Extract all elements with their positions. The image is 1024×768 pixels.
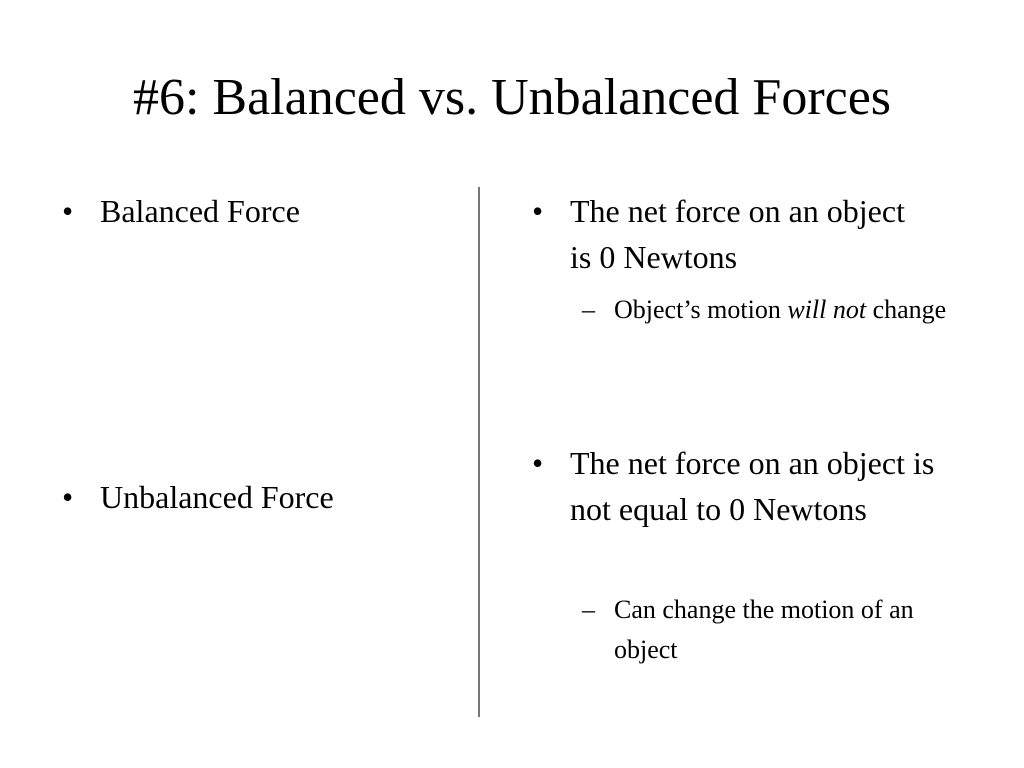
balanced-effect-emphasis: will not [787,295,867,324]
slide-title: #6: Balanced vs. Unbalanced Forces [132,69,892,126]
unbalanced-effect-text: Can change the motion of an object [614,595,914,664]
right-item-unbalanced-definition [532,440,942,532]
right-subitem-unbalanced-effect [582,590,952,670]
bullet-icon: • [532,445,544,481]
dash-icon: – [582,595,595,624]
balanced-definition-text: The net force on an object is 0 Newtons [570,193,905,275]
right-subitem-balanced-effect [582,290,972,330]
bullet-icon: • [62,479,74,515]
balanced-effect-text [582,290,972,330]
left-item-unbalanced-force [62,474,462,520]
dash-icon: – [582,295,595,324]
left-item-balanced-force [62,188,462,234]
bullet-icon: • [532,193,544,229]
unbalanced-force-label: Unbalanced Force [100,479,334,515]
balanced-effect-prefix: Object’s motion [614,295,788,324]
unbalanced-definition-text: The net force on an object is not equal to 0 Newtons [570,445,935,527]
column-divider [478,187,480,717]
balanced-effect-suffix: change [866,295,947,324]
balanced-force-label: Balanced Force [100,193,300,229]
right-item-balanced-definition [532,188,932,280]
bullet-icon: • [62,193,74,229]
